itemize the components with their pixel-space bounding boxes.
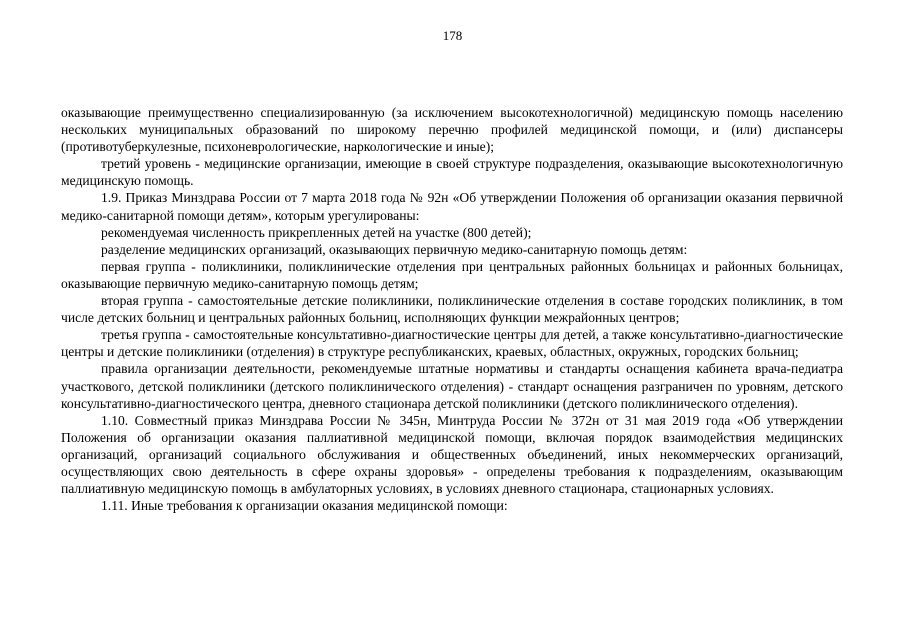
document-body (61, 104, 843, 514)
paragraph: 1.9. Приказ Минздрава России от 7 марта 2018 года № 92н «Об утверждении Положения об организации оказания первичной медико-санитарной помощи детям», которым урегулированы: (61, 190, 843, 223)
paragraph: оказывающие преимущественно специализированную (за исключением высокотехнологичной) медицинскую помощь населению нескольких муниципальных образований по широкому перечню профилей медицинской помощи, и (или) диспансеры (противотуберкулезные, психоневрологические, наркологические и иные); (61, 105, 843, 155)
paragraph: третий уровень - медицинские организации, имеющие в своей структуре подразделения, оказывающие высокотехнологичную медицинскую помощь. (61, 156, 843, 189)
paragraph: 1.11. Иные требования к организации оказания медицинской помощи: (101, 498, 508, 514)
paragraph: третья группа - самостоятельные консультативно-диагностические центры для детей, а также консультативно-диагностические центры и детские поликлиники (отделения) в структуре республиканских, краевых, областных, окружных, городских больниц; (61, 327, 843, 360)
paragraph: разделение медицинских организаций, оказывающих первичную медико-санитарную помощь детям: (101, 241, 688, 257)
paragraph: вторая группа - самостоятельные детские поликлиники, поликлинические отделения в составе городских поликлиник, в том числе детских больниц и центральных районных больниц, исполняющих функции межрайонных центров; (61, 293, 843, 326)
paragraph: правила организации деятельности, рекомендуемые штатные нормативы и стандарты оснащения кабинета врача-педиатра участкового, детской поликлиники (детского поликлинического отделения) - стандарт оснащения разграничен по уровням, детского консультативно-диагностического центра, дневного стационара детской поликлиники (детского поликлинического отделения). (61, 361, 843, 411)
paragraph: первая группа - поликлиники, поликлинические отделения при центральных районных больницах и районных больницах, оказывающие первичную медико-санитарную помощь детям; (61, 258, 843, 291)
page-number: 178 (442, 28, 463, 43)
paragraph: 1.10. Совместный приказ Минздрава России № 345н, Минтруда России № 372н от 31 мая 2019 года «Об утверждении Положения об организации оказания паллиативной медицинской помощи, включая порядок взаимодействия медицинских организаций, организаций социального обслуживания и общественных объединений, иных некоммерческих организаций, осуществляющих свою деятельность в сфере охраны здоровья» - определены требования к подразделениям, оказывающим паллиативную медицинскую помощь в амбулаторных условиях, в условиях дневного стационара, стационарных условиях. (61, 412, 843, 497)
paragraph: рекомендуемая численность прикрепленных детей на участке (800 детей); (101, 224, 532, 240)
